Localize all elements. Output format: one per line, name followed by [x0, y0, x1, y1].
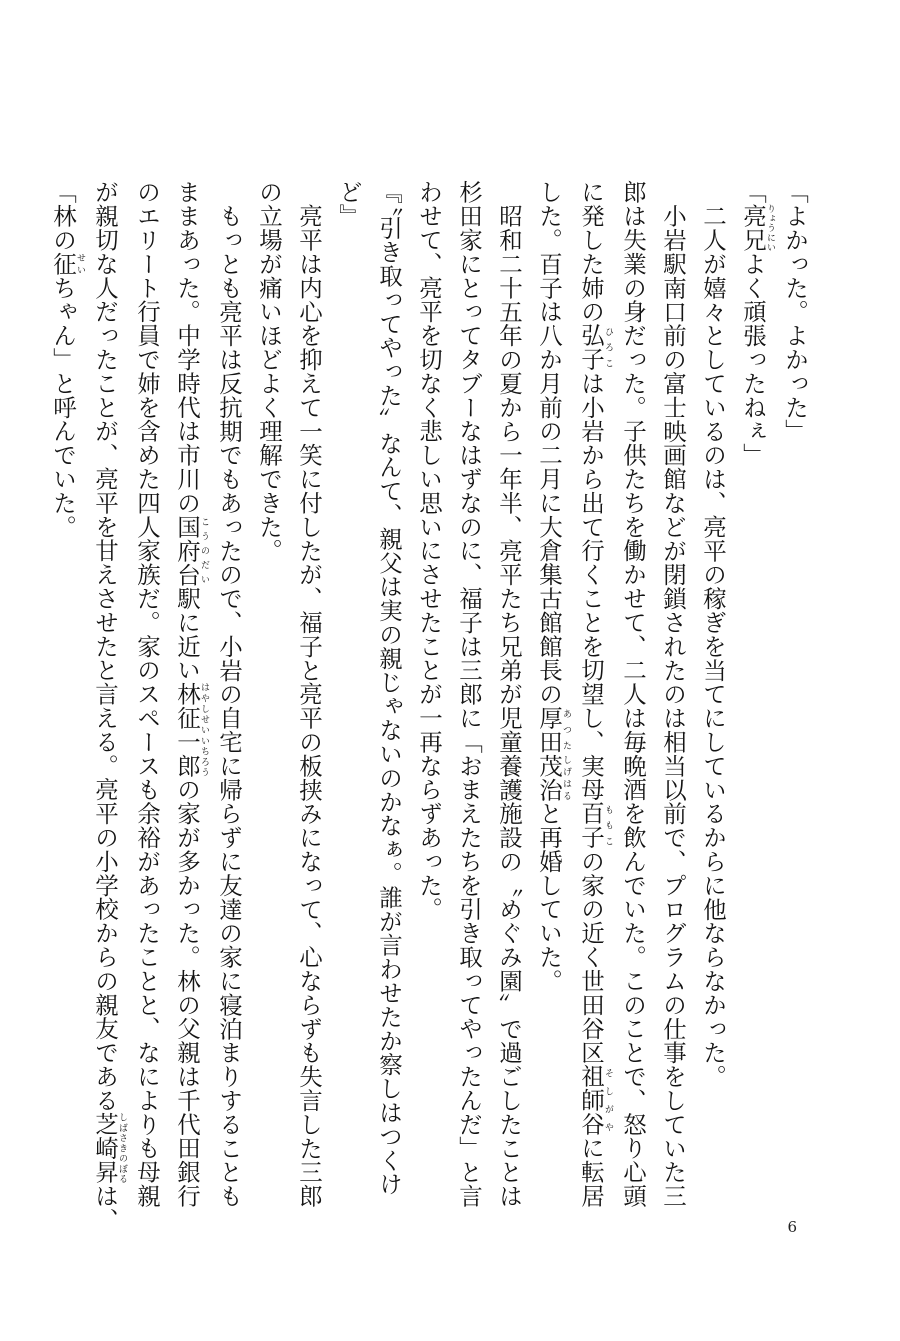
text-segment: の立場が痛いほどよく理解できた。	[255, 180, 283, 563]
text-segment: 「よかった。よかった」	[781, 180, 809, 443]
text-line	[329, 180, 369, 1170]
text-segment: もっとも亮平は反抗期でもあったので、小岩の自宅に帰らずに友達の家に寝泊まりすることも	[215, 203, 243, 1208]
ruby-annotation	[49, 251, 85, 276]
text-line	[449, 180, 489, 1208]
text-line	[409, 180, 449, 1170]
text-segment: 亮平は内心を抑えて一笑に付したが、福子と亮平の板挟みになって、心ならずも失言した三郎	[295, 203, 323, 1208]
ruby-base: 芝崎昇	[91, 1112, 119, 1184]
text-segment: 『〝引き取ってやった〟なんて、親父は実の親じゃないのかなぁ。誰が言わせたか察しはつくけ	[375, 180, 403, 1196]
ruby-reading: しげはる	[561, 753, 571, 802]
ruby-annotation	[535, 705, 571, 754]
ruby-base: 亮兄	[739, 203, 767, 252]
text-segment: 郎は失業の身だった。子供たちを働かせて、二人は毎晩酒を飲んでいた。このことで、怒り心頭	[619, 180, 647, 1208]
text-segment: わせて、亮平を切なく悲しい思いにさせたことが一再ならずあった。	[415, 180, 443, 921]
ruby-annotation	[577, 801, 613, 850]
text-line	[85, 180, 127, 1232]
ruby-base: 百子	[577, 801, 605, 850]
text-line	[369, 180, 409, 1196]
ruby-base: 征	[49, 251, 77, 276]
ruby-reading: せい	[75, 251, 85, 276]
text-segment: が親切な人だったことが、亮平を甘えさせたと言える。亮平の小学校からの親友である	[91, 180, 119, 1113]
ruby-reading: しばさきのぼる	[117, 1112, 127, 1184]
text-line	[775, 180, 815, 1170]
ruby-reading: ももこ	[603, 801, 613, 850]
text-line	[489, 180, 529, 1208]
ruby-annotation	[577, 323, 613, 372]
text-line	[653, 180, 693, 1208]
text-line	[209, 180, 249, 1208]
text-segment: の家が多かった。林の父親は千代田銀行	[173, 777, 201, 1208]
ruby-annotation	[739, 203, 775, 252]
ruby-base: 厚田	[535, 705, 563, 754]
text-line	[127, 180, 167, 1208]
ruby-base: 祖師谷	[577, 1064, 605, 1137]
text-segment: のエリート行員で姉を含めた四人家族だ。家のスペースも余裕があったことと、なによりも母親	[133, 180, 161, 1208]
text-segment: 「林の	[49, 180, 77, 252]
text-segment: ちゃん」と呼んでいた。	[49, 275, 77, 539]
text-segment: 小岩駅南口前の富士映画館などが閉鎖されたのは相当以前で、プログラムの仕事をしていた三	[659, 203, 687, 1208]
ruby-base: 茂治	[535, 753, 563, 802]
text-segment: ど』	[335, 180, 363, 228]
text-segment: 「	[739, 180, 767, 204]
text-line	[43, 180, 85, 1170]
ruby-reading: ひろこ	[603, 323, 613, 372]
ruby-reading: はやしせいいちろう	[199, 681, 209, 778]
text-segment: した。百子は八か月前の二月に大倉集古館館長の	[535, 180, 563, 706]
ruby-annotation	[577, 1064, 613, 1137]
text-line	[249, 180, 289, 1170]
ruby-annotation	[173, 681, 209, 778]
text-segment: 昭和二十五年の夏から一年半、亮平たち兄弟が児童養護施設の〝めぐみ園〟で過ごしたことは	[495, 203, 523, 1208]
ruby-annotation	[535, 753, 571, 802]
text-segment: と再婚していた。	[535, 801, 563, 993]
ruby-annotation	[91, 1112, 127, 1184]
ruby-reading: りょうにい	[765, 203, 775, 252]
text-line	[613, 180, 653, 1208]
text-segment: に発した姉の	[577, 180, 605, 324]
ruby-base: 林征一郎	[173, 681, 201, 778]
ruby-base: 弘子	[577, 323, 605, 372]
ruby-base: 国府台	[173, 514, 201, 587]
ruby-reading: そしがや	[603, 1064, 613, 1137]
ruby-reading: あつた	[561, 705, 571, 754]
text-segment: 二人が嬉々としているのは、亮平の稼ぎを当てにしているからに他ならなかった。	[699, 203, 727, 1088]
text-segment: に転居	[577, 1136, 605, 1208]
text-segment: よく頑張ったねぇ」	[739, 251, 767, 467]
text-line	[571, 180, 613, 1208]
text-line	[167, 180, 209, 1208]
text-segment: は、	[91, 1183, 119, 1232]
vertical-text-body	[43, 180, 815, 1232]
text-line	[529, 180, 571, 1170]
text-segment: は小岩から出て行くことを切望し、実母	[577, 371, 605, 802]
text-line	[733, 180, 775, 1170]
text-segment: 駅に近い	[173, 586, 201, 682]
ruby-reading: こうのだい	[199, 514, 209, 587]
text-line	[693, 180, 733, 1170]
text-segment: ままあった。中学時代は市川の	[173, 180, 201, 515]
page-number: 6	[787, 1218, 797, 1236]
ruby-annotation	[173, 514, 209, 587]
text-segment: の家の近く世田谷区	[577, 849, 605, 1065]
text-segment: 杉田家にとってタブーなはずなのに、福子は三郎に「おまえたちを引き取ってやったんだ」と言	[455, 180, 483, 1208]
text-line	[289, 180, 329, 1208]
